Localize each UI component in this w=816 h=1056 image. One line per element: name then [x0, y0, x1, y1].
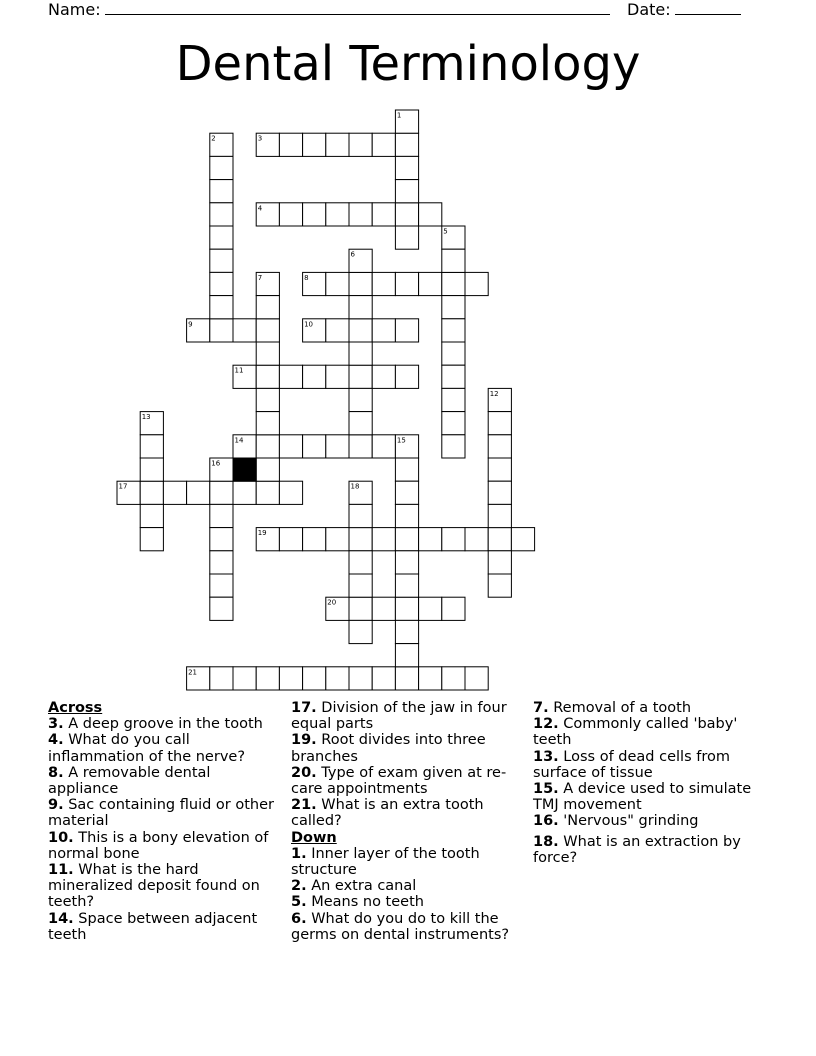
grid-cell[interactable]	[442, 272, 465, 295]
grid-cell[interactable]	[140, 435, 163, 458]
grid-cell[interactable]	[419, 597, 442, 620]
grid-cell[interactable]	[210, 551, 233, 574]
clue-text: What is an extra tooth called?	[291, 797, 484, 830]
grid-cell[interactable]	[349, 133, 372, 156]
clue-item	[533, 781, 763, 813]
grid-cell[interactable]	[210, 574, 233, 597]
clue-number: 11.	[48, 862, 74, 879]
clue-number-12: 12	[489, 389, 499, 398]
grid-cell[interactable]	[233, 667, 256, 690]
clue-text: What is an extraction by force?	[533, 833, 741, 866]
grid-cell[interactable]	[303, 435, 326, 458]
grid-cell[interactable]	[372, 365, 395, 388]
grid-cell[interactable]	[349, 388, 372, 411]
clue-item	[291, 894, 517, 910]
grid-cell[interactable]	[210, 203, 233, 226]
grid-cell[interactable]	[326, 203, 349, 226]
grid-cell[interactable]	[395, 458, 418, 481]
clue-item	[533, 700, 763, 716]
grid-cell[interactable]	[349, 667, 372, 690]
grid-cell[interactable]	[349, 412, 372, 435]
clue-item	[48, 732, 274, 764]
grid-cell[interactable]	[442, 388, 465, 411]
grid-cell[interactable]	[488, 481, 511, 504]
clue-number-3: 3	[257, 134, 263, 143]
grid-cell[interactable]	[303, 133, 326, 156]
clue-text: A removable dental appliance	[48, 764, 211, 798]
clue-item	[291, 911, 517, 943]
clue-number: 16.	[533, 813, 559, 830]
grid-cell[interactable]	[349, 365, 372, 388]
clue-number: 21.	[291, 797, 317, 814]
clue-item	[291, 700, 517, 732]
clues-column-2	[291, 700, 517, 943]
grid-cell[interactable]	[279, 435, 302, 458]
clue-number-15: 15	[396, 436, 406, 445]
clue-number-13: 13	[141, 413, 151, 422]
grid-cell[interactable]	[349, 296, 372, 319]
grid-cell[interactable]	[395, 481, 418, 504]
grid-cell[interactable]	[488, 528, 511, 551]
clue-number: 8.	[48, 764, 64, 781]
clue-number: 18.	[533, 833, 559, 850]
clue-item	[291, 765, 517, 797]
grid-cell[interactable]	[395, 644, 418, 667]
clue-item	[48, 911, 274, 943]
clue-number: 2.	[291, 878, 307, 895]
grid-cell[interactable]	[326, 365, 349, 388]
grid-cell[interactable]	[419, 272, 442, 295]
clue-text: An extra canal	[306, 878, 417, 895]
clue-text: 'Nervous" grinding	[558, 813, 699, 830]
grid-cell[interactable]	[372, 435, 395, 458]
grid-cell[interactable]	[395, 551, 418, 574]
clue-number: 5.	[291, 894, 307, 911]
clue-text: Type of exam given at re-care appointments	[291, 764, 507, 798]
grid-cell[interactable]	[349, 551, 372, 574]
clue-number: 6.	[291, 910, 307, 927]
grid-cell[interactable]	[395, 272, 418, 295]
grid-cell[interactable]	[442, 296, 465, 319]
grid-cell[interactable]	[349, 342, 372, 365]
grid-cell[interactable]	[303, 667, 326, 690]
grid-cell[interactable]	[256, 388, 279, 411]
grid-cell[interactable]	[395, 133, 418, 156]
grid-cell[interactable]	[140, 504, 163, 527]
grid-cell[interactable]	[442, 365, 465, 388]
grid-cell[interactable]	[372, 597, 395, 620]
grid-cell[interactable]	[372, 667, 395, 690]
grid-cell[interactable]	[256, 342, 279, 365]
grid-cell[interactable]	[210, 180, 233, 203]
clue-number-6: 6	[350, 250, 355, 259]
clue-item	[291, 846, 517, 878]
clue-item	[291, 732, 517, 764]
grid-cell[interactable]	[163, 481, 186, 504]
grid-cell[interactable]	[349, 504, 372, 527]
clue-number-9: 9	[188, 320, 193, 329]
grid-cell[interactable]	[488, 458, 511, 481]
clue-number: 4.	[48, 732, 64, 749]
across-heading: Across	[48, 700, 103, 716]
grid-cell[interactable]	[256, 365, 279, 388]
grid-cell[interactable]	[395, 365, 418, 388]
grid-cell[interactable]	[326, 272, 349, 295]
grid-cell[interactable]	[372, 203, 395, 226]
across-clue-list-continued	[291, 700, 517, 830]
grid-cell[interactable]	[419, 203, 442, 226]
grid-cell[interactable]	[442, 319, 465, 342]
grid-cell[interactable]	[465, 272, 488, 295]
name-label: Name:	[48, 0, 101, 19]
grid-cell[interactable]	[326, 667, 349, 690]
grid-black-cell	[233, 458, 256, 481]
grid-cell[interactable]	[419, 667, 442, 690]
grid-cell[interactable]	[326, 319, 349, 342]
grid-cell[interactable]	[372, 133, 395, 156]
grid-cell[interactable]	[256, 296, 279, 319]
grid-cell[interactable]	[279, 203, 302, 226]
grid-cell[interactable]	[210, 667, 233, 690]
grid-cell[interactable]	[210, 249, 233, 272]
clue-text: Means no teeth	[306, 894, 424, 911]
clue-text: Sac containing fluid or other material	[48, 797, 274, 830]
grid-cell[interactable]	[233, 319, 256, 342]
grid-cell[interactable]	[349, 597, 372, 620]
clue-text: A deep groove in the tooth	[63, 716, 263, 733]
grid-cell[interactable]	[210, 296, 233, 319]
grid-cell[interactable]	[210, 156, 233, 179]
clue-text: What is the hard mineralized deposit found on teeth?	[48, 862, 260, 911]
grid-cell[interactable]	[256, 667, 279, 690]
grid-cell[interactable]	[256, 435, 279, 458]
grid-cell[interactable]	[233, 481, 256, 504]
down-heading: Down	[291, 829, 337, 846]
grid-cell[interactable]	[326, 528, 349, 551]
clue-number-5: 5	[443, 227, 448, 236]
grid-cell[interactable]	[419, 528, 442, 551]
grid-cell[interactable]	[488, 574, 511, 597]
clue-number: 3.	[48, 716, 64, 733]
clue-text: Loss of dead cells from surface of tissue	[533, 748, 730, 781]
clue-number-16: 16	[211, 459, 221, 468]
clue-number: 9.	[48, 797, 64, 814]
clue-number-21: 21	[188, 668, 198, 677]
grid-cell[interactable]	[442, 597, 465, 620]
grid-cell[interactable]	[395, 180, 418, 203]
grid-cell[interactable]	[256, 412, 279, 435]
grid-cell[interactable]	[349, 574, 372, 597]
grid-cell[interactable]	[349, 620, 372, 643]
clue-text: Commonly called 'baby' teeth	[533, 716, 738, 749]
clue-number: 7.	[533, 700, 549, 716]
grid-cell[interactable]	[395, 528, 418, 551]
grid-cell[interactable]	[488, 435, 511, 458]
grid-cell[interactable]	[465, 667, 488, 690]
clue-number: 1.	[291, 845, 307, 862]
grid-cell[interactable]	[349, 203, 372, 226]
clue-text: Root divides into three branches	[291, 732, 486, 765]
grid-cell[interactable]	[395, 504, 418, 527]
grid-cell[interactable]	[256, 481, 279, 504]
grid-cell[interactable]	[210, 504, 233, 527]
date-label: Date:	[627, 0, 671, 19]
grid-cell[interactable]	[488, 412, 511, 435]
clue-number-1: 1	[396, 111, 402, 120]
clue-item	[48, 862, 274, 911]
clue-item	[48, 765, 274, 797]
grid-cell[interactable]	[395, 574, 418, 597]
clue-item	[291, 797, 517, 829]
grid-cell[interactable]	[372, 528, 395, 551]
clue-number: 12.	[533, 716, 559, 733]
grid-cell[interactable]	[395, 667, 418, 690]
grid-cell[interactable]	[326, 133, 349, 156]
grid-cell[interactable]	[303, 203, 326, 226]
grid-cell[interactable]	[210, 319, 233, 342]
clue-number-2: 2	[211, 134, 216, 143]
grid-cell[interactable]	[395, 203, 418, 226]
clue-item	[48, 797, 274, 829]
clue-number: 17.	[291, 700, 317, 716]
grid-cell[interactable]	[210, 272, 233, 295]
grid-cell[interactable]	[140, 458, 163, 481]
grid-cell[interactable]	[349, 528, 372, 551]
grid-cell[interactable]	[279, 481, 302, 504]
grid-cell[interactable]	[511, 528, 534, 551]
grid-cell[interactable]	[372, 272, 395, 295]
grid-cell[interactable]	[395, 226, 418, 249]
grid-cell[interactable]	[442, 342, 465, 365]
clue-number-4: 4	[257, 204, 263, 213]
grid-cell[interactable]	[279, 667, 302, 690]
grid-cell[interactable]	[140, 481, 163, 504]
grid-cell[interactable]	[442, 435, 465, 458]
grid-cell[interactable]	[210, 597, 233, 620]
grid-cell[interactable]	[395, 620, 418, 643]
grid-cell[interactable]	[488, 551, 511, 574]
clue-text: This is a bony elevation of normal bone	[48, 829, 269, 862]
clue-text: A device used to simulate TMJ movement	[533, 781, 752, 814]
clue-number: 13.	[533, 748, 559, 765]
grid-cell[interactable]	[395, 597, 418, 620]
grid-cell[interactable]	[395, 319, 418, 342]
clue-number-20: 20	[327, 598, 337, 607]
clue-number-8: 8	[304, 273, 309, 282]
down-clue-list-continued	[533, 700, 763, 866]
clue-number-10: 10	[304, 320, 314, 329]
grid-cell[interactable]	[349, 435, 372, 458]
clues-column-1	[48, 700, 274, 943]
clue-item	[533, 749, 763, 781]
grid-cell[interactable]	[256, 319, 279, 342]
clue-number-19: 19	[257, 529, 267, 538]
grid-cell[interactable]	[303, 528, 326, 551]
clue-item	[48, 716, 274, 732]
clue-number: 19.	[291, 732, 317, 749]
grid-cell[interactable]	[256, 458, 279, 481]
clue-text: Division of the jaw in four equal parts	[291, 700, 507, 733]
clue-number-18: 18	[350, 482, 360, 491]
grid-cell[interactable]	[210, 528, 233, 551]
grid-cell[interactable]	[140, 528, 163, 551]
grid-cell[interactable]	[488, 504, 511, 527]
grid-cell[interactable]	[210, 481, 233, 504]
clue-number-14: 14	[234, 436, 244, 445]
clues-column-3	[533, 700, 763, 866]
grid-cell[interactable]	[303, 365, 326, 388]
clue-number: 10.	[48, 829, 74, 846]
clue-item	[533, 716, 763, 748]
clue-item	[533, 834, 763, 866]
grid-cell[interactable]	[210, 226, 233, 249]
grid-cell[interactable]	[349, 272, 372, 295]
clue-number: 20.	[291, 764, 317, 781]
clue-text: Inner layer of the tooth structure	[291, 845, 480, 879]
clue-text: Removal of a tooth	[548, 700, 692, 716]
grid-cell[interactable]	[326, 435, 349, 458]
across-clue-list	[48, 716, 274, 943]
clue-number: 14.	[48, 910, 74, 927]
down-clue-list	[291, 846, 517, 943]
clue-item	[291, 878, 517, 894]
clue-text: What do you do to kill the germs on dental instruments?	[291, 910, 510, 943]
grid-cell[interactable]	[187, 481, 210, 504]
grid-cell[interactable]	[395, 156, 418, 179]
grid-cell[interactable]	[279, 528, 302, 551]
grid-cell[interactable]	[442, 528, 465, 551]
clue-text: What do you call inflammation of the nerve?	[48, 732, 246, 765]
grid-cell[interactable]	[465, 528, 488, 551]
grid-cell[interactable]	[349, 319, 372, 342]
clue-number: 15.	[533, 781, 559, 798]
clue-number-7: 7	[257, 273, 263, 282]
grid-cell[interactable]	[372, 319, 395, 342]
grid-cell[interactable]	[279, 365, 302, 388]
grid-cell[interactable]	[279, 133, 302, 156]
grid-cell[interactable]	[442, 249, 465, 272]
clue-item	[533, 813, 763, 829]
clue-text: Space between adjacent teeth	[48, 910, 258, 943]
clue-number-17: 17	[118, 482, 128, 491]
grid-cell[interactable]	[442, 412, 465, 435]
clue-number-11: 11	[234, 366, 244, 375]
grid-cell[interactable]	[442, 667, 465, 690]
clue-item	[48, 830, 274, 862]
page-title: Dental Terminology	[175, 36, 641, 92]
